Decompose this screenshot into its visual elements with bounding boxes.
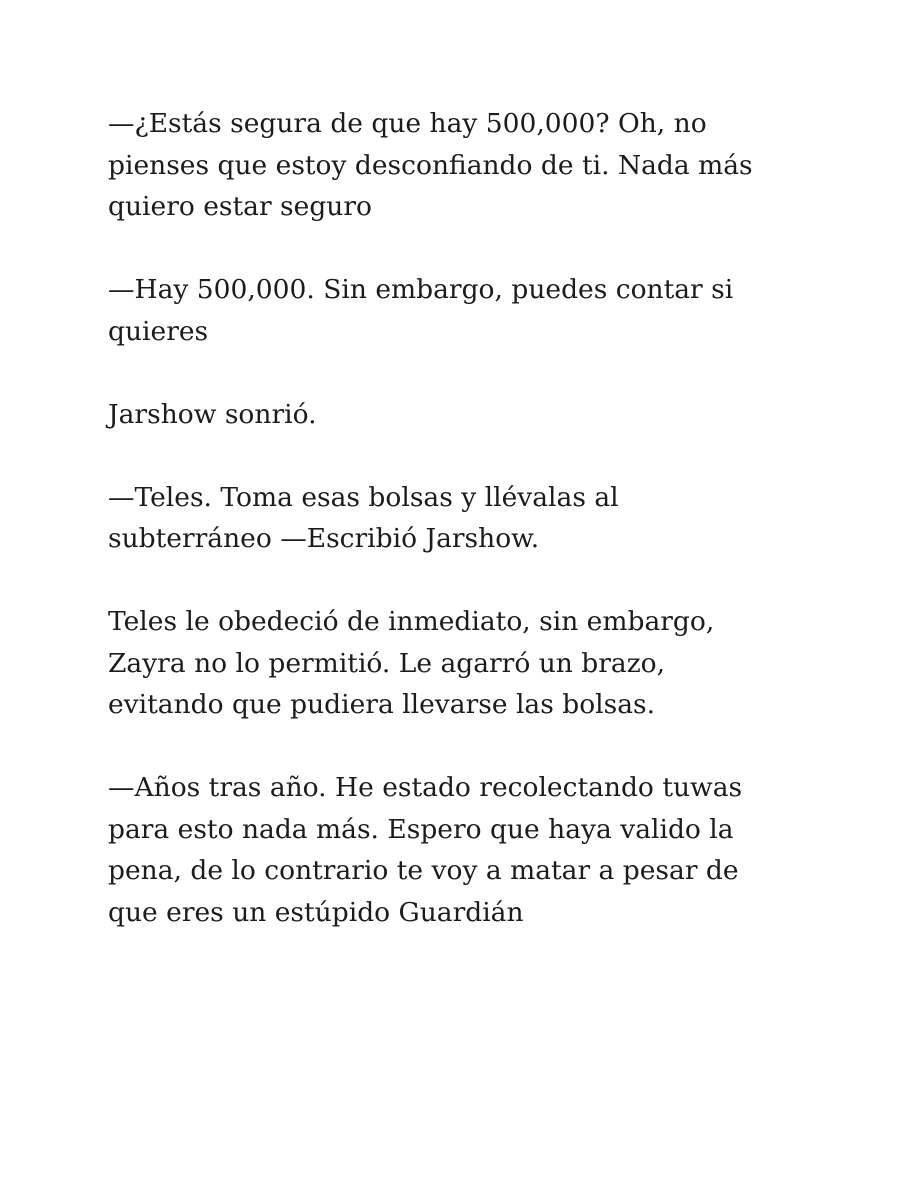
paragraph — [108, 103, 808, 228]
text-line: pienses que estoy desconfiando de ti. Nada más — [108, 149, 753, 181]
text-line: para esto nada más. Espero que haya valido la — [108, 813, 734, 845]
paragraph — [108, 601, 808, 726]
story-text — [108, 103, 808, 933]
text-line: —¿Estás segura de que hay 500,000? Oh, no — [108, 108, 707, 139]
paragraph — [108, 767, 808, 933]
text-line: Teles le obedeció de inmediato, sin embargo, — [108, 606, 715, 637]
text-line: Jarshow sonrió. — [108, 398, 317, 430]
paragraph — [108, 477, 808, 560]
text-line: —Teles. Toma esas bolsas y llévalas al — [108, 481, 619, 513]
text-line: quieres — [108, 315, 209, 347]
text-line: pena, de lo contrario te voy a matar a pesar de — [108, 855, 739, 886]
text-line: —Hay 500,000. Sin embargo, puedes contar si — [108, 274, 734, 305]
text-line: que eres un estúpido Guardián — [108, 896, 524, 928]
text-line: evitando que pudiera llevarse las bolsas. — [108, 689, 656, 720]
text-line: subterráneo —Escribió Jarshow. — [108, 523, 540, 554]
paragraph — [108, 269, 808, 352]
paragraph — [108, 394, 808, 436]
text-line: quiero estar seguro — [108, 191, 372, 222]
text-line: —Años tras año. He estado recolectando tuwas — [108, 772, 743, 803]
text-line: Zayra no lo permitió. Le agarró un brazo, — [108, 647, 666, 679]
